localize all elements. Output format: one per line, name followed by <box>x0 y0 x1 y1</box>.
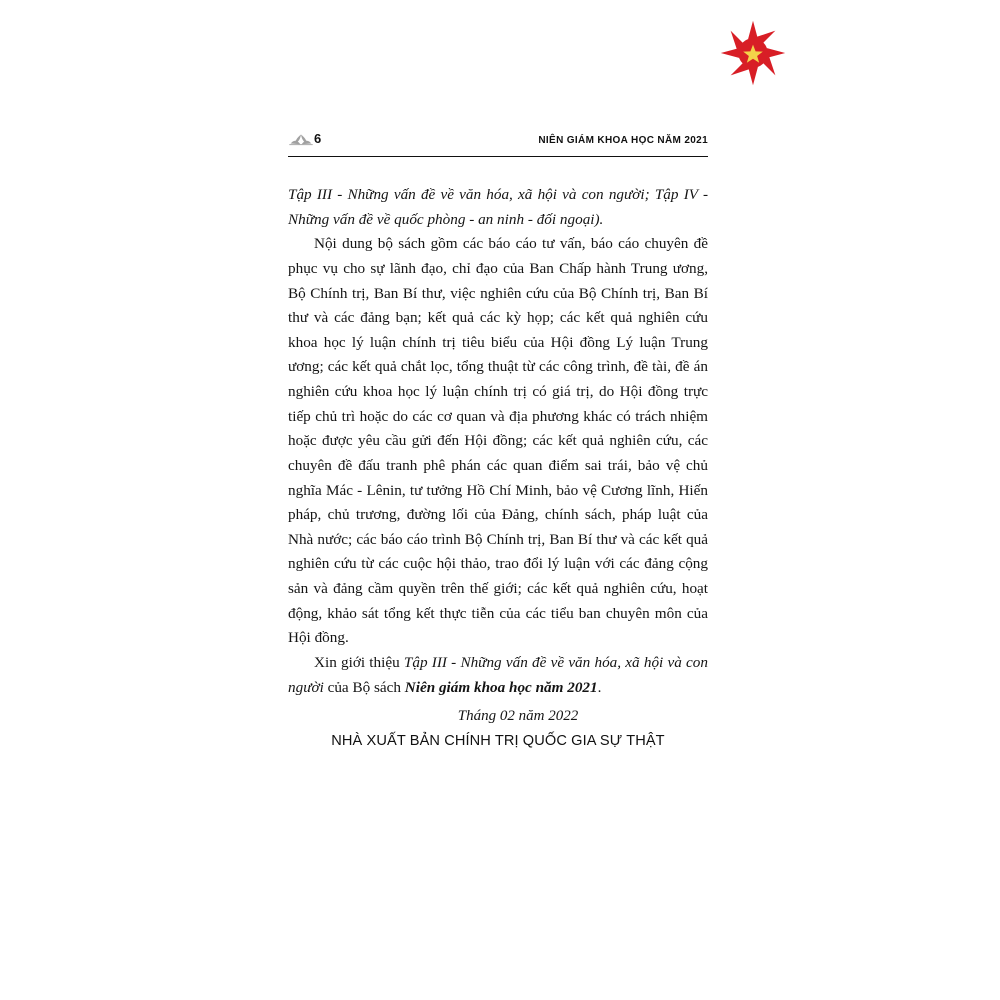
paragraph-lead <box>288 183 708 232</box>
paragraph-lead-text: Tập III - Những vấn đề về văn hóa, xã hội và con người; Tập IV - Những vấn đề về quốc phòng - an ninh - đối ngoại). <box>288 186 708 228</box>
signature-block <box>288 704 708 753</box>
running-head <box>288 130 708 157</box>
closing-period: . <box>597 678 602 696</box>
closing-volume-title: Tập III - Những vấn đề về văn hóa, xã hội và con người <box>288 653 708 696</box>
paragraph-content-text: Nội dung bộ sách gồm các báo cáo tư vấn, báo cáo chuyên đề phục vụ cho sự lãnh đạo, chỉ đạo của Ban Chấp hành Trung ương, Bộ Chính trị, Ban Bí thư, việc nghiên cứu của Bộ Chính trị, Ban Bí thư và các đảng bạn; kết quả các kỳ họp; các kết quả nghiên cứu khoa học lý luận chính trị tiêu biểu của Hội đồng Lý luận Trung ương; các kết quả chắt lọc, tổng thuật từ các công trình, đề tài, đề án nghiên cứu khoa học lý luận chính trị có giá trị, do Hội đồng trực tiếp chủ trì hoặc do các cơ quan và địa phương khác có trách nhiệm hoặc được yêu cầu gửi đến Hội đồng; các kết quả nghiên cứu, các chuyên đề đấu tranh phê phán các quan điểm sai trái, bảo vệ chủ nghĩa Mác - Lênin, tư tưởng Hồ Chí Minh, bảo vệ Cương lĩnh, Hiến pháp, chủ trương, đường lối của Đảng, chính sách, pháp luật của Nhà nước; các báo cáo trình Bộ Chính trị, Ban Bí thư và các kết quả nghiên cứu từ các cuộc hội thảo, trao đổi lý luận với các đảng cộng sản và đảng cầm quyền trên thế giới; các kết quả nghiên cứu, hoạt động, khảo sát tổng kết thực tiễn của các tiểu ban chuyên môn của Hội đồng. <box>288 235 708 647</box>
signature-date: Tháng 02 năm 2022 <box>457 708 579 725</box>
leaf-ornament-icon <box>288 130 314 148</box>
signature-publisher: NHÀ XUẤT BẢN CHÍNH TRỊ QUỐC GIA SỰ THẬT <box>331 732 665 749</box>
paragraph-closing <box>288 651 708 700</box>
closing-intro: Xin giới thiệu <box>314 653 404 671</box>
closing-series-title: Niên giám khoa học năm 2021 <box>404 678 598 696</box>
publisher-logo <box>718 18 788 88</box>
running-title: NIÊN GIÁM KHOA HỌC NĂM 2021 <box>538 135 708 146</box>
page-number: 6 <box>314 131 322 146</box>
document-text <box>288 183 708 753</box>
closing-connector: của Bộ sách <box>323 678 405 696</box>
page-body <box>288 130 708 753</box>
paragraph-content <box>288 232 708 651</box>
